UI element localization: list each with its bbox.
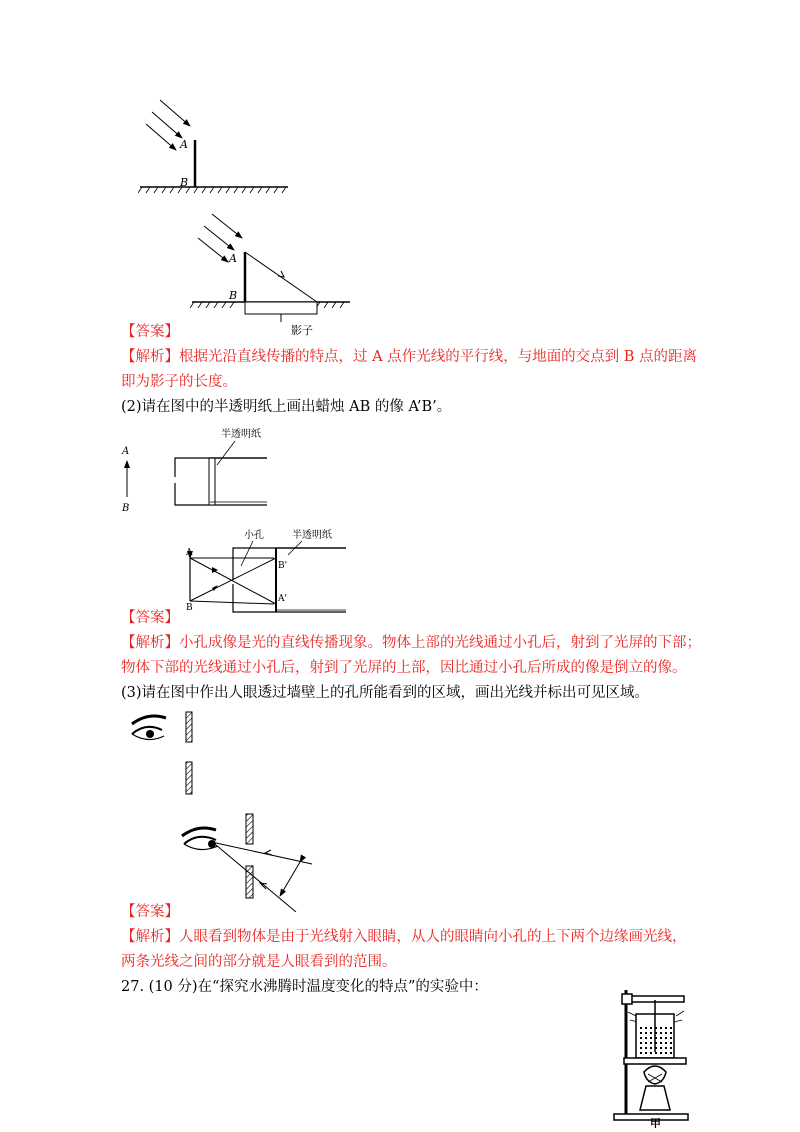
q1-analysis-line2: 即为影子的长度。 bbox=[121, 374, 237, 390]
visible-range-arrow bbox=[280, 862, 300, 896]
q1-analysis bbox=[121, 347, 697, 367]
wall-top bbox=[246, 814, 253, 844]
label-a: A bbox=[180, 138, 188, 151]
label-a: A bbox=[229, 252, 237, 265]
q1-analysis-line1: 根据光沿直线传播的特点，过 A 点作光线的平行线，与地面的交点到 B 点的距离 bbox=[179, 349, 698, 365]
box-outer bbox=[175, 458, 267, 505]
shadow-label: 影子 bbox=[291, 324, 313, 337]
q2-answer-label: 【答案】 bbox=[121, 610, 179, 626]
q2-analysis-line1: 小孔成像是光的直线传播现象。物体上部的光线通过小孔后，射到了光屏的下部； bbox=[179, 635, 701, 651]
fig-label: 甲 bbox=[650, 1117, 661, 1128]
label-b: B bbox=[180, 176, 189, 189]
label-a: A bbox=[186, 548, 193, 558]
q1-analysis-label: 【解析】 bbox=[121, 349, 179, 365]
figure-eye-wall-answer bbox=[176, 812, 321, 912]
q3-analysis bbox=[121, 927, 687, 947]
label-b: B bbox=[229, 289, 238, 302]
ray-upper bbox=[216, 843, 312, 864]
label-b: B bbox=[186, 603, 193, 613]
label-b: B bbox=[122, 503, 130, 514]
label-a-prime: A' bbox=[278, 594, 287, 604]
wall-top bbox=[186, 712, 192, 742]
q3-analysis-label: 【解析】 bbox=[121, 929, 179, 945]
wall-bottom bbox=[186, 762, 192, 794]
figure-pinhole-answer bbox=[178, 528, 348, 618]
figure-eye-wall bbox=[126, 710, 216, 798]
q1-answer-label: 【答案】 bbox=[121, 324, 179, 340]
q2-question: (2)请在图中的半透明纸上画出蜡烛 AB 的像 A’B’。 bbox=[121, 399, 452, 415]
q3-analysis-line2: 两条光线之间的部分就是人眼看到的范围。 bbox=[121, 954, 397, 970]
paper-screen bbox=[209, 458, 215, 505]
ground-hatch bbox=[138, 187, 286, 193]
ray-lower bbox=[216, 845, 296, 912]
eye-icon bbox=[132, 716, 166, 740]
figure-candle-paper bbox=[117, 425, 277, 515]
alcohol-lamp bbox=[640, 1086, 670, 1110]
label-a: A bbox=[122, 446, 130, 457]
q3-analysis-line1: 人眼看到物体是由于光线射入眼睛，从人的眼睛向小孔的上下两个边缘画光线， bbox=[179, 929, 687, 945]
label-b-prime: B' bbox=[278, 561, 288, 571]
paper-label: 半透明纸 bbox=[221, 429, 261, 440]
clamp-top bbox=[624, 996, 684, 1002]
burner-flame bbox=[644, 1066, 666, 1084]
paper-label: 半透明纸 bbox=[292, 530, 332, 541]
gauze-ring bbox=[624, 1058, 686, 1064]
hole-label: 小孔 bbox=[244, 530, 264, 541]
q2-analysis bbox=[121, 633, 701, 653]
figure-boiling-apparatus bbox=[604, 986, 704, 1128]
shadow-box bbox=[245, 302, 317, 314]
figure-shadow bbox=[190, 210, 360, 340]
q2-analysis-line2: 物体下部的光线通过小孔后，射到了光屏的上部，因比通过小孔后所成的像是倒立的像。 bbox=[121, 660, 687, 676]
q27-question: 27. (10 分)在“探究水沸腾时温度变化的特点”的实验中： bbox=[121, 979, 488, 995]
eye-icon bbox=[182, 828, 218, 850]
q3-question: (3)请在图中作出人眼透过墙壁上的孔所能看到的区域，画出光线并标出可见区域。 bbox=[121, 685, 650, 701]
q3-answer-label: 【答案】 bbox=[121, 904, 179, 920]
q2-analysis-label: 【解析】 bbox=[121, 635, 179, 651]
figure-stick-rays bbox=[138, 96, 293, 198]
